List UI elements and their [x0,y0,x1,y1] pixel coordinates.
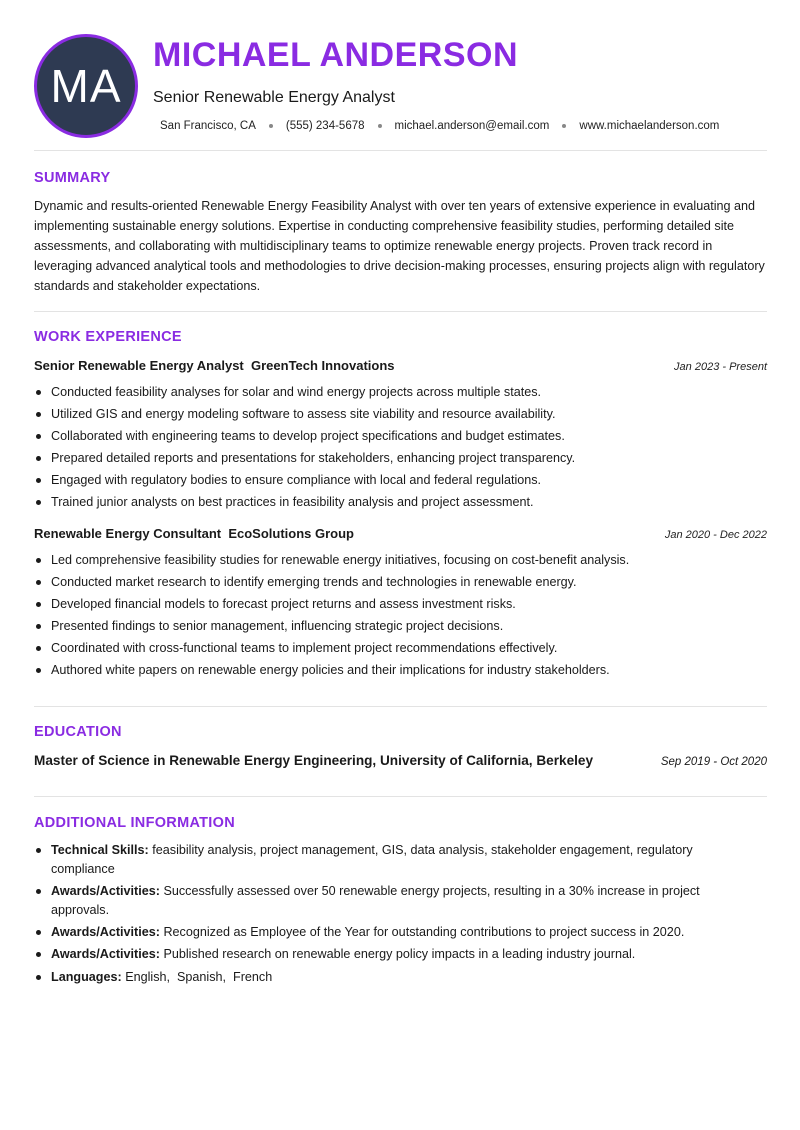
contact-email: michael.anderson@email.com [394,120,550,132]
list-item [34,841,754,879]
list-item: Led comprehensive feasibility studies for renewable energy initiatives, focusing on cost-benefit analysis. [34,549,767,571]
list-item: Coordinated with cross-functional teams to implement project recommendations effectively. [34,637,767,659]
item-text: feasibility analysis, project management, GIS, data analysis, stakeholder engagement, regulatory compliance [51,843,693,876]
avatar-initials: MA [50,60,122,112]
item-label: Languages: [51,970,122,984]
list-item: Authored white papers on renewable energy policies and their implications for industry stakeholders. [34,659,767,681]
list-item: Conducted feasibility analyses for solar and wind energy projects across multiple states. [34,381,767,403]
job-title-company [34,358,395,373]
job-company: GreenTech Innovations [251,358,395,373]
education-entry [34,753,767,768]
list-item: Trained junior analysts on best practices in feasibility analysis and project assessment. [34,491,767,513]
item-label: Awards/Activities: [51,925,160,939]
contact-phone: (555) 234-5678 [285,120,365,132]
section-divider [34,706,767,707]
job-title-company [34,526,354,541]
job-bullets [34,549,767,681]
education-dates: Sep 2019 - Oct 2020 [660,756,767,768]
list-item: Engaged with regulatory bodies to ensure compliance with local and federal regulations. [34,469,767,491]
additional-info-heading: ADDITIONAL INFORMATION [34,815,235,831]
contact-bar [160,120,770,132]
languages-item [34,968,754,987]
job-header [34,526,767,541]
list-item: Presented findings to senior management, influencing strategic project decisions. [34,615,767,637]
job-dates: Jan 2020 - Dec 2022 [664,529,767,541]
section-divider [34,150,767,151]
section-divider [34,796,767,797]
list-item: Collaborated with engineering teams to develop project specifications and budget estimates. [34,425,767,447]
item-text: Recognized as Employee of the Year for outstanding contributions to project success in 2020. [163,925,685,939]
list-item: Utilized GIS and energy modeling software to assess site viability and resource availability. [34,403,767,425]
work-experience-heading: WORK EXPERIENCE [34,329,182,345]
job-company: EcoSolutions Group [228,526,354,541]
degree: Master of Science in Renewable Energy Engineering, University of California, Berkeley [34,753,594,768]
summary-text: Dynamic and results-oriented Renewable Energy Feasibility Analyst with over ten years of extensive experience in evaluating and implementing sustainable energy solutions. Expertise in conducting comprehensive feasibility studies, performing detailed site assessments, and collaborating with multidisciplinary teams to optimize renewable energy projects. Proven track record in leveraging advanced analytical tools and methodologies to drive decision-making processes, ensuring projects align with regulatory standards and stakeholder expectations. [34,199,765,293]
list-item: Conducted market research to identify emerging trends and technologies in renewable energy. [34,571,767,593]
avatar [34,34,138,138]
job-bullets [34,381,767,513]
section-divider [34,311,767,312]
item-text: Published research on renewable energy policy impacts in a leading industry journal. [163,947,636,961]
list-item [34,945,754,964]
list-item: Developed financial models to forecast project returns and assess investment risks. [34,593,767,615]
candidate-title: Senior Renewable Energy Analyst [153,89,395,106]
list-item [34,923,754,942]
separator-dot [562,124,566,128]
separator-dot [269,124,273,128]
contact-location: San Francisco, CA [160,120,256,132]
contact-website: www.michaelanderson.com [579,120,720,132]
item-label: Awards/Activities: [51,884,160,898]
summary-heading: SUMMARY [34,170,111,186]
job-header [34,358,767,373]
item-label: Technical Skills: [51,843,149,857]
job-role: Renewable Energy Consultant [34,526,222,541]
list-item [34,882,754,920]
item-text: Successfully assessed over 50 renewable energy projects, resulting in a 30% increase in project approvals. [51,884,700,917]
separator-dot [378,124,382,128]
languages-text: English, Spanish, French [125,970,273,984]
item-label: Awards/Activities: [51,947,160,961]
job-dates: Jan 2023 - Present [674,361,767,373]
additional-info-list [34,841,754,990]
education-heading: EDUCATION [34,724,122,740]
job-role: Senior Renewable Energy Analyst [34,358,244,373]
list-item: Prepared detailed reports and presentations for stakeholders, enhancing project transparency. [34,447,767,469]
candidate-name: MICHAEL ANDERSON [153,36,519,74]
